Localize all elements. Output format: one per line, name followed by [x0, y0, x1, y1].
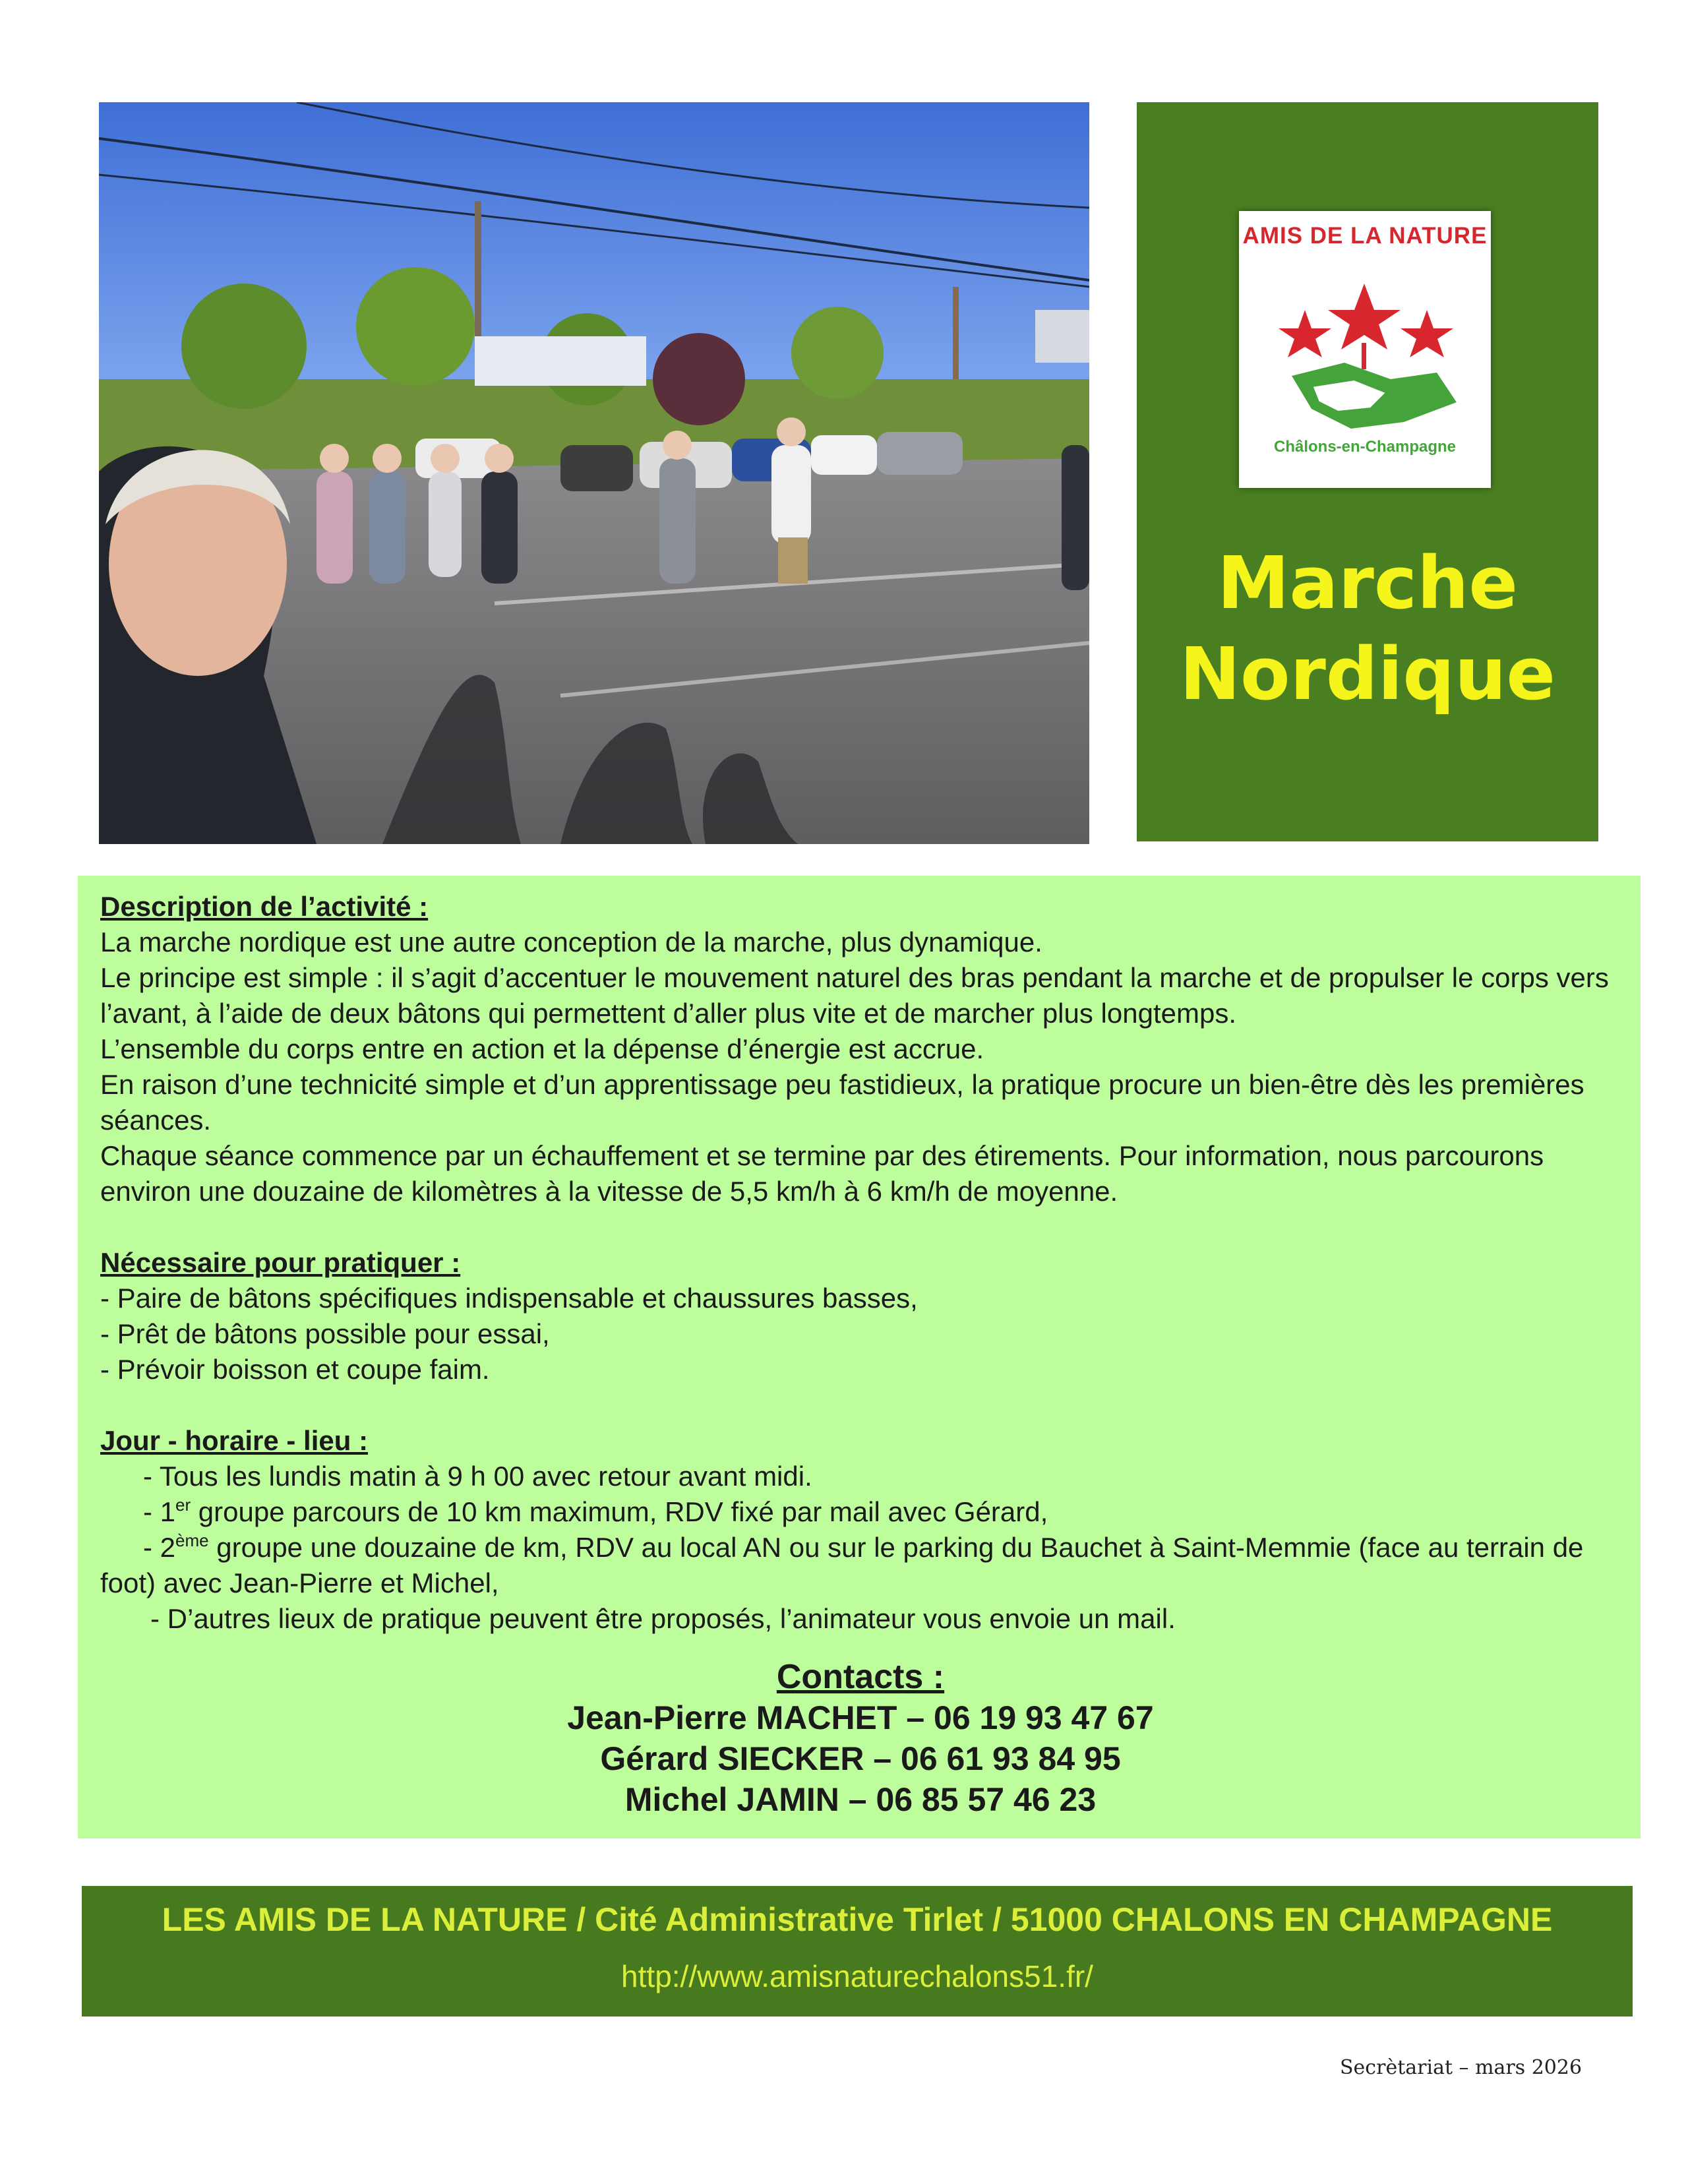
horaire-item-prefix: - 1	[143, 1496, 176, 1527]
club-logo	[1239, 211, 1491, 488]
contact-line: Jean-Pierre MACHET – 06 19 93 47 67	[567, 1699, 1154, 1736]
photo-illustration	[99, 102, 1089, 844]
description-heading: Description de l’activité :	[100, 891, 429, 922]
logo-bottom-text: Châlons-en-Champagne	[1273, 438, 1457, 456]
contacts-heading: Contacts :	[776, 1658, 945, 1696]
necessaire-item: - Prévoir boisson et coupe faim.	[100, 1354, 490, 1385]
contact-line: Gérard SIECKER – 06 61 93 84 95	[600, 1740, 1121, 1777]
contacts-block	[100, 1656, 1621, 1820]
secretariat-note: Secrètariat – mars 2026	[1340, 2056, 1582, 2079]
ordinal-suffix: ème	[175, 1531, 209, 1550]
title-line-1: Marche	[1217, 541, 1519, 625]
horaire-item-text: groupe une douzaine de km, RDV au local AN ou sur le parking du Bauchet à Saint-Memmie (face au terrain de foot) avec Jean-Pierre et Michel,	[100, 1532, 1584, 1598]
horaire-item: - Tous les lundis matin à 9 h 00 avec retour avant midi.	[143, 1461, 812, 1492]
group-photo	[99, 102, 1089, 844]
description-line: L’ensemble du corps entre en action et la dépense d’énergie est accrue.	[100, 1033, 984, 1064]
description-line: La marche nordique est une autre conception de la marche, plus dynamique.	[100, 926, 1042, 957]
horaire-item: - D’autres lieux de pratique peuvent être proposés, l’animateur vous envoie un mail.	[150, 1603, 1176, 1634]
spacer	[100, 1387, 1621, 1423]
horaire-item	[100, 1494, 1621, 1530]
activity-info-box	[78, 876, 1641, 1838]
footer-bar	[82, 1886, 1633, 2017]
logo-top-text: AMIS DE LA NATURE	[1242, 223, 1488, 249]
description-line: Chaque séance commence par un échauffement et se termine par des étirements. Pour information, nous parcourons environ une douzaine de kilomètres à la vitesse de 5,5 km/h à 6 km/h de moyenne.	[100, 1140, 1544, 1207]
horaire-item	[100, 1530, 1621, 1601]
horaire-item-text: groupe parcours de 10 km maximum, RDV fixé par mail avec Gérard,	[191, 1496, 1048, 1527]
ordinal-suffix: er	[175, 1495, 191, 1515]
horaire-item-prefix: - 2	[143, 1532, 176, 1563]
footer-address: LES AMIS DE LA NATURE / Cité Administrative Tirlet / 51000 CHALONS EN CHAMPAGNE	[162, 1901, 1553, 1938]
description-line: Le principe est simple : il s’agit d’accentuer le mouvement naturel des bras pendant la marche et de propulser le corps vers l’avant, à l’aide de deux bâtons qui permettent d’aller plus vite et de marcher plus longtemps.	[100, 962, 1609, 1029]
title-panel	[1137, 102, 1598, 841]
necessaire-item: - Prêt de bâtons possible pour essai,	[100, 1318, 550, 1349]
website-link[interactable]: http://www.amisnaturechalons51.fr/	[621, 1959, 1093, 1993]
page-title	[1137, 537, 1598, 719]
necessaire-heading: Nécessaire pour pratiquer :	[100, 1247, 461, 1278]
description-line: En raison d’une technicité simple et d’un apprentissage peu fastidieux, la pratique procure un bien-être dès les premières séances.	[100, 1069, 1584, 1136]
necessaire-item: - Paire de bâtons spécifiques indispensable et chaussures basses,	[100, 1283, 918, 1314]
spacer	[100, 1209, 1621, 1245]
horaire-heading: Jour - horaire - lieu :	[100, 1425, 369, 1456]
title-line-2: Nordique	[1180, 632, 1555, 716]
contact-line: Michel JAMIN – 06 85 57 46 23	[624, 1781, 1097, 1818]
